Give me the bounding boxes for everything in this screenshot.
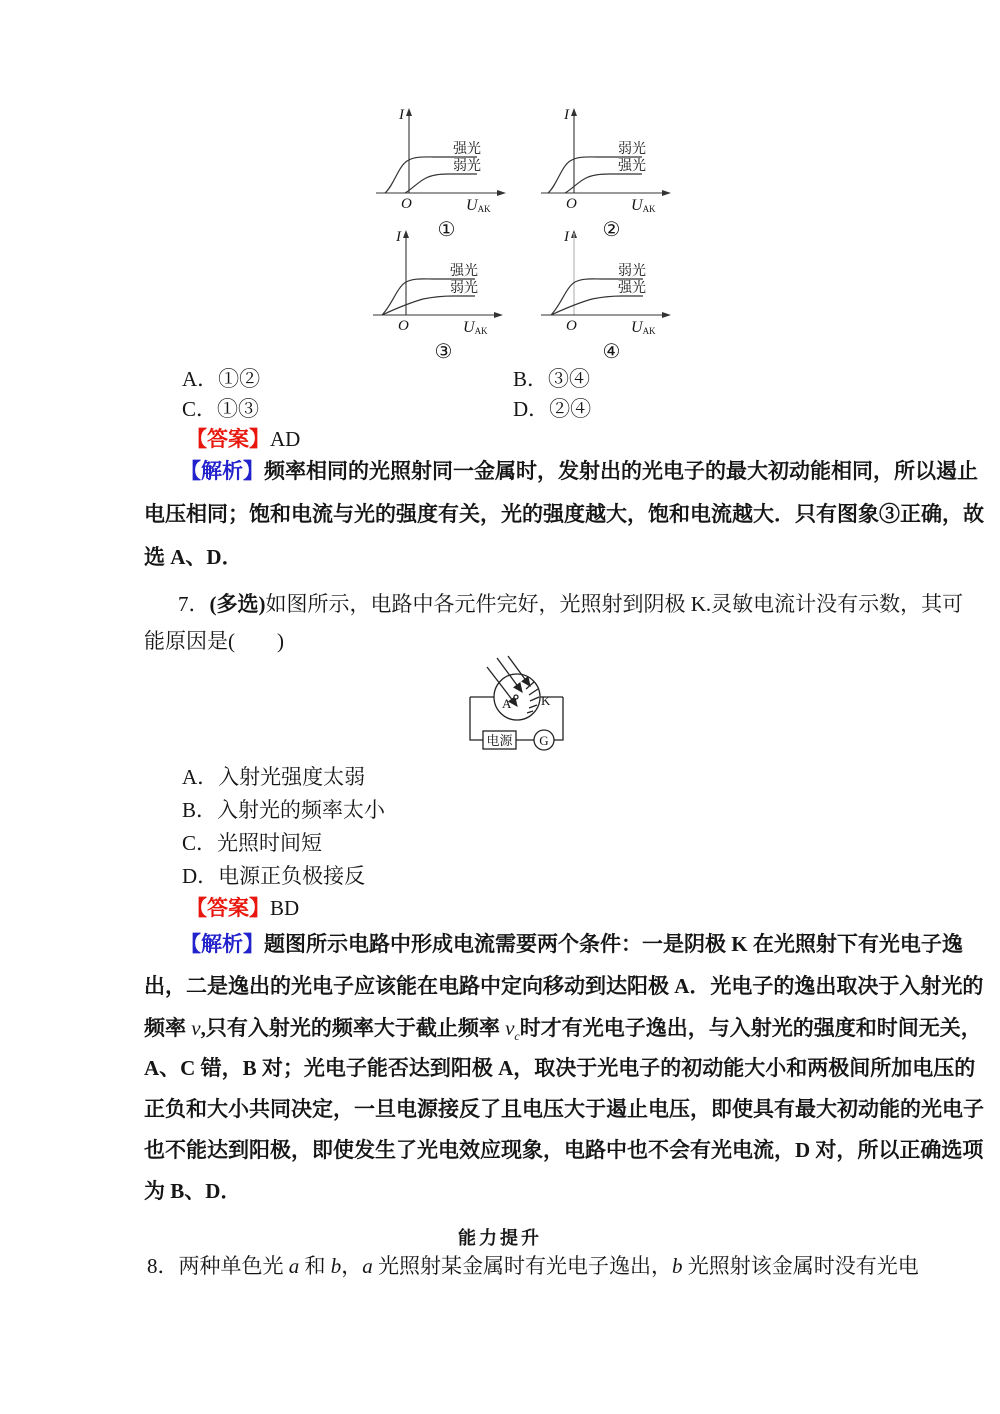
answer-label: 【答案】: [186, 896, 270, 920]
section-title: 能力提升: [458, 1228, 542, 1248]
option-value: 电源正负极接反: [218, 864, 366, 888]
answer-label: 【答案】: [186, 427, 270, 451]
answer-value: BD: [270, 896, 300, 920]
q6-option-c: [182, 398, 259, 420]
option-key: B．: [182, 798, 218, 822]
q7-option-a: [182, 766, 365, 788]
x-axis-arrow: [494, 312, 503, 318]
wire-left: [470, 697, 483, 740]
x-axis-label: [631, 319, 656, 335]
x-axis-subscript: AK: [477, 204, 491, 213]
q7-analysis-line-2: 出，二是逸出的光电子应该能在电路中定向移动到达阳极 A．光电子的逸出取决于入射光的: [144, 974, 984, 998]
weak-light-curve: [405, 174, 477, 193]
q7-analysis-line-7: 为 B、D．: [144, 1179, 242, 1203]
q7-option-d: [182, 865, 365, 887]
graph-3-plot: [371, 227, 516, 335]
graph-4-number: ④: [602, 341, 621, 363]
option-key: A．: [182, 367, 219, 391]
graph-1-plot: [374, 105, 519, 213]
graph-2: [539, 105, 684, 241]
option-value: ①③: [217, 397, 260, 421]
stem-text: ，: [341, 1254, 363, 1278]
question-number: 7．: [178, 592, 210, 616]
y-axis-label: I: [564, 229, 569, 245]
option-key: A．: [182, 765, 219, 789]
circuit-diagram: [440, 655, 580, 755]
q7-circuit-figure: [440, 655, 580, 760]
option-value: ②④: [549, 397, 592, 421]
x-axis-arrow: [497, 190, 506, 196]
q7-analysis-line-1: [180, 933, 963, 955]
stem-text: 光照射该金属时没有光电: [682, 1254, 919, 1278]
graph-2-plot: [539, 105, 684, 213]
x-axis-symbol: U: [631, 197, 643, 213]
stem-text: 如图所示，电路中各元件完好，光照射到阴极 K.灵敏电流计没有示数，其可: [265, 592, 964, 616]
curve-top-label: 弱光: [618, 142, 646, 157]
option-key: C．: [182, 831, 218, 855]
cathode-label: K: [541, 693, 551, 708]
q6-answer-line: [186, 428, 300, 450]
light-b-symbol: b: [672, 1254, 683, 1278]
wire-right: [554, 697, 563, 740]
multi-select-tag: (多选): [209, 592, 266, 616]
x-axis-arrow: [662, 190, 671, 196]
y-axis-label: I: [564, 107, 569, 123]
graph-3: [371, 227, 516, 363]
x-axis-subscript: AK: [642, 204, 656, 213]
graph-4-plot: [539, 227, 684, 335]
y-axis-label: I: [399, 107, 404, 123]
graph-3-number: ③: [434, 341, 453, 363]
x-axis-symbol: U: [631, 319, 643, 335]
q6-option-d: [513, 398, 591, 420]
light-a-symbol: a: [362, 1254, 373, 1278]
lower-curve: [565, 174, 642, 193]
x-axis-symbol: U: [463, 319, 475, 335]
y-axis-label: I: [396, 229, 401, 245]
x-axis-label: [463, 319, 488, 335]
light-a-symbol: a: [288, 1254, 300, 1278]
q7-analysis-line-4: A、C 错，B 对；光电子能否达到阳极 A，取决于光电子的初动能大小和两极间所加电压的: [144, 1056, 976, 1080]
curve-bottom-label: 弱光: [453, 159, 481, 174]
origin-label: O: [401, 196, 412, 212]
answer-value: AD: [270, 427, 301, 451]
lower-curve: [551, 296, 643, 315]
option-value: 入射光强度太弱: [218, 765, 366, 789]
x-axis-label: [466, 197, 491, 213]
curve-top-label: 弱光: [618, 264, 646, 279]
option-value: 光照时间短: [217, 831, 323, 855]
graph-2-number: ②: [602, 219, 621, 241]
q7-analysis-line-3: [144, 1017, 982, 1047]
curve-bottom-label: 强光: [618, 159, 646, 174]
battery-label: 电源: [486, 733, 513, 748]
anode-label: A: [502, 696, 512, 711]
curve-bottom-label: 强光: [618, 281, 646, 296]
analysis-label: 【解析】: [180, 932, 264, 956]
x-axis-arrow: [662, 312, 671, 318]
stem-text: 和: [299, 1254, 331, 1278]
analysis-text: 频率: [144, 1016, 192, 1040]
q6-option-b: [513, 368, 590, 390]
q6-option-a: [182, 368, 260, 390]
x-axis-subscript: AK: [474, 326, 488, 335]
curve-top-label: 强光: [453, 142, 481, 157]
analysis-text: ,只有入射光的频率大于截止频率: [200, 1016, 506, 1040]
q7-stem-line-2: 能原因是( ): [144, 629, 284, 653]
curve-top-label: 强光: [450, 264, 478, 279]
origin-label: O: [566, 196, 577, 212]
q8-stem-line-1: [147, 1255, 919, 1277]
option-key: C．: [182, 397, 218, 421]
weak-light-curve: [382, 296, 475, 315]
stem-text: 光照射某金属时有光电子逸出，: [372, 1254, 672, 1278]
q7-analysis-line-5: 正负和大小共同决定，一旦电源接反了且电压大于遏止电压，即使具有最大初动能的光电子: [144, 1097, 984, 1121]
curve-bottom-label: 弱光: [450, 281, 478, 296]
option-value: ③④: [548, 367, 591, 391]
q7-answer-line: [186, 897, 299, 919]
analysis-text: 题图所示电路中形成电流需要两个条件：一是阴极 K 在光照射下有光电子逸: [264, 932, 963, 956]
origin-label: O: [398, 318, 409, 334]
analysis-text: 时才有光电子逸出，与入射光的强度和时间无关，: [519, 1016, 982, 1040]
graph-1: [374, 105, 519, 241]
analysis-text: 频率相同的光照射同一金属时，发射出的光电子的最大初动能相同，所以遏止: [264, 459, 978, 483]
q6-analysis-line-3: 选 A、D．: [144, 545, 243, 569]
x-axis-subscript: AK: [642, 326, 656, 335]
option-key: B．: [513, 367, 549, 391]
q6-analysis-line-1: [180, 460, 978, 482]
cutoff-frequency-subscript: c: [514, 1029, 520, 1043]
q7-analysis-line-6: 也不能达到阳极，即使发生了光电效应现象，电路中也不会有光电流，D 对，所以正确选项: [144, 1138, 984, 1162]
option-value: ①②: [218, 367, 261, 391]
graph-1-number: ①: [437, 219, 456, 241]
origin-label: O: [566, 318, 577, 334]
option-value: 入射光的频率太小: [217, 798, 386, 822]
option-key: D．: [513, 397, 550, 421]
q7-option-c: [182, 832, 322, 854]
q7-option-b: [182, 799, 385, 821]
question-number: 8．: [147, 1254, 179, 1278]
analysis-label: 【解析】: [180, 459, 264, 483]
stem-text: 两种单色光: [178, 1254, 289, 1278]
galvanometer-label: G: [539, 733, 549, 748]
light-b-symbol: b: [330, 1254, 342, 1278]
anode-tip: [514, 695, 518, 699]
x-axis-symbol: U: [466, 197, 478, 213]
frequency-symbol: v: [191, 1016, 201, 1040]
q7-stem-line-1: [178, 593, 963, 615]
graph-4: [539, 227, 684, 363]
option-key: D．: [182, 864, 219, 888]
cutoff-frequency-symbol: v: [505, 1016, 515, 1040]
x-axis-label: [631, 197, 656, 213]
q6-analysis-line-2: 电压相同；饱和电流与光的强度有关，光的强度越大，饱和电流越大．只有图象③正确，故: [144, 502, 984, 526]
